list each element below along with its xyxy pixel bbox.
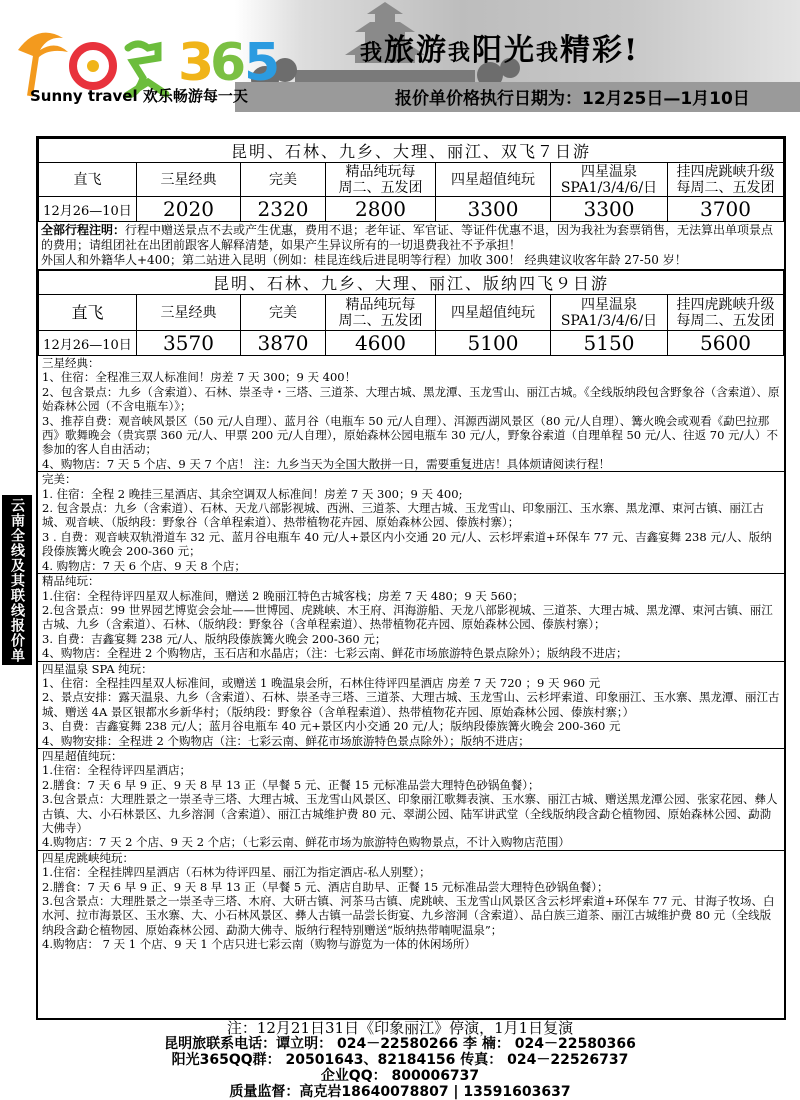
general-notes: 全部行程注明：行程中赠送景点不去或产生优惠，费用不退；老年证、军官证、等证件优惠不退，因为我社为套票销售，无法算出单项景点的费用；请组团社在出团前跟客人解释清楚，如果产生异议所有的一切退费我社不予承担！ 外国人和外籍华人+400；第二站进入昆明（例如：桂昆连线后进昆明等行程）加收 300！ 经典建议收客年龄 27-50 岁！ (38, 222, 784, 270)
section-four-star-spa: 四星温泉 SPA 纯玩： 1、住宿：全程挂四星双人标准间，或赠送 1 晚温泉会所，石林住待评四星酒店 房差 7 天 720 ；9 天 960 元 2、景点安排：露天温泉、九乡（含索道）、石林、崇圣寺三塔、三道茶、大理古城、玉龙雪山、云杉坪索道、印象丽江、玉水寨、黑龙潭、丽江古城、赠送 4A 景区银都水乡新华村；（版纳段：野象谷（含单程索道）、热带植物花卉园、原始森林公园、傣族村寨；） 3、自费：吉鑫宴舞 238 元/人；蓝月谷电瓶车 40 元+景区内小交通 20 元/人；版纳段傣族篝火晚会 200-360 元 4、购物安排：全程进 2 个购物店（注：七彩云南、鲜花市场旅游特色景点除外）；版纳不进店； (38, 662, 784, 749)
section-three-star: 三星经典： 1、住宿：全程准三双人标准间！房差 7 天 300；9 天 400！ 2、包含景点：九乡（含索道）、石林、崇圣寺・三塔、三道茶、大理古城、黑龙潭、玉龙雪山、丽江古城。《全线版纳段包含野象谷（含索道）、原始森林公园（不含电瓶车）》； 3、推荐自费：观音峡风景区（50 元/人自理）、蓝月谷（电瓶车 50 元/人自理）、洱源西湖风景区（80 元/人自理）、篝火晚会或观看《勐巴拉那西》歌舞晚会（贵宾票 360 元/人、甲票 200 元/人自理），原始森林公园电瓶车 30 元/人，野象谷索道（自理单程 50 元/人、往返 70 元/人）不参加的客人自由活动； 4、购物店：7 天 5 个店、9 天 7 个店！ 注：九乡当天为全国大散拼一日，需要重复进店！具体烦请阅读行程！ (38, 356, 784, 472)
tour9-price: 5100 (436, 331, 551, 356)
footer (0, 1020, 800, 1100)
tour9-price: 5150 (551, 331, 668, 356)
svg-text:6: 6 (210, 33, 247, 93)
brand-english: Sunny travel (30, 87, 138, 105)
tour9-col: SPA1/3/4/6/日 (560, 312, 658, 329)
tour9-col: 完美 (269, 304, 297, 321)
tour9-price: 3570 (137, 331, 241, 356)
section-four-star-value: 四星超值纯玩： 1.住宿：全程待评四星酒店； 2.膳食：7 天 6 早 9 正、9 天 8 早 13 正（早餐 5 元、正餐 15 元标准品尝大理特色砂锅鱼餐）； 3.包含景点：大理胜景之一崇圣寺三塔、大理古城、玉龙雪山风景区、印象丽江歌舞表演、玉水寨、丽江古城、赠送黑龙潭公园、张家花园、彝人古镇、大、小石林景区、九乡溶洞（含索道）、丽江古城维护费 80 元、翠湖公园、陆军讲武堂（全线版纳段含勐仑植物园、原始森林公园、勐泐大佛寺） 4.购物店：7 天 2 个店、9 天 2 个店；（七彩云南、鲜花市场为旅游特色购物景点，不计入购物店范围） (38, 749, 784, 851)
tour7-col: SPA1/3/4/6/日 (560, 179, 658, 196)
footer-notice: 注：12月21日31日《印象丽江》停演，1月1日复演 (226, 1019, 574, 1037)
tour7-price: 2320 (241, 197, 326, 222)
tour9-date: 12月26—10日 (39, 331, 137, 356)
tour7-price: 3700 (668, 197, 784, 222)
tour7-col: 精品纯玩每 (345, 163, 416, 180)
tour7-col: 周二、五发团 (338, 179, 423, 196)
tour7-col: 四星温泉 (581, 163, 637, 180)
tour7-price: 3300 (551, 197, 668, 222)
tour9-col: 四星超值纯玩 (451, 304, 535, 321)
foreigner-note: 外国人和外籍华人+400；第二站进入昆明（例如：桂昆连线后进昆明等行程）加收 300！ 经典建议收客年龄 27-50 岁！ (41, 253, 687, 267)
tour7-col: 每周二、五发团 (676, 179, 775, 196)
slogan: 我旅游我阳光我精彩! (360, 33, 640, 68)
tour9-col: 精品纯玩每 (345, 296, 416, 313)
tour7-label: 直飞 (39, 163, 137, 197)
section-tiger-leaping: 四星虎跳峡纯玩： 1.住宿：全程挂牌四星酒店（石林为待评四星、丽江为指定酒店-私人别墅）； 2.膳食：7 天 6 早 9 正、9 天 8 早 13 正（早餐 5 元、酒店自助早、正餐 15 元标准品尝大理特色砂锅鱼餐）； 3.包含景点：大理胜景之一崇圣寺三塔、木府、大研古镇、河茶马古镇、虎跳峡、玉龙雪山风景区含云杉坪索道+环保车 77 元、甘海子牧场、白水河、拉市海景区、玉水寨、大、小石林风景区、彝人古镇一品尝长街宴、九乡溶洞（含索道）、品白族三道茶、丽江古城维护费 80 元（全线版纳段含勐仑植物园、原始森林公园、勐泐大佛寺、版纳行程特别赠送“版纳热带喃呢温泉”； 4.购物店： 7 天 1 个店、9 天 1 个店只进七彩云南（购物与游览为一体的休闲场所） (42, 850, 775, 952)
tour7-price: 2020 (137, 197, 241, 222)
header (0, 0, 800, 135)
tour9-col: 三星经典 (160, 304, 217, 321)
tour9-col: 周二、五发团 (338, 312, 423, 329)
tour9-price: 5600 (668, 331, 784, 356)
section-perfect: 完美： 1. 住宿：全程 2 晚挂三星酒店、其余空调双人标准间！房差 7 天 300；9 天 400; 2. 包含景点：九乡（含索道）、石林、天龙八部影视城、西洲、三道茶、大理古城、玉龙雪山、印象丽江、玉水寨、黑龙潭、束河古镇、丽江古城、观音峡、（版纳段：野象谷（含单程索道）、热带植物花卉园、原始森林公园、傣族村寨）； 3 . 自费：观音峡双轨滑道车 32 元、蓝月谷电瓶车 40 元/人+景区内小交通 20 元/人、云杉坪索道+环保车 77 元、吉鑫宴舞 238 元/人、版纳段傣族篝火晚会 200-360 元； 4. 购物店：7 天 6 个店、9 天 8 个店； (38, 472, 784, 574)
tour7-col: 四星超值纯玩 (451, 171, 535, 188)
tour9-col: 挂四虎跳峡升级 (676, 296, 775, 313)
tour7-title: 昆明、石林、九乡、大理、丽江、双飞７日游 (39, 139, 784, 163)
tour7-price-table (38, 138, 784, 222)
tour9-col: 每周二、五发团 (676, 312, 775, 329)
brand-chinese: 欢乐畅游每一天 (142, 87, 248, 105)
tour7-price: 2800 (326, 197, 436, 222)
sidebar-label: 云南全线及其联线报价单 (2, 495, 32, 665)
price-validity-dates: 报价单价格执行日期为：12月25日—1月10日 (395, 89, 750, 109)
section-premium: 精品纯玩： 1.住宿：全程待评四星双人标准间，赠送 2 晚丽江特色古城客栈；房差 7 天 480；9 天 560； 2.包含景点：99 世界园艺博览会会址——世博园、虎跳峡、木王府、洱海游船、天龙八部影视城、三道茶、大理古城、黑龙潭、束河古镇、丽江古城、九乡（含索道）、石林、（版纳段：野象谷（含单程索道）、热带植物花卉园、原始森林公园、傣族村寨）； 3. 自费：吉鑫宴舞 238 元/人、版纳段傣族篝火晚会 200-360 元； 4、购物店：全程进 2 个购物店，玉石店和水晶店；（注：七彩云南、鲜花市场旅游特色景点除外）；版纳段不进店； (38, 574, 784, 661)
tour7-date: 12月26—10日 (39, 197, 137, 222)
tour9-label: 直飞 (39, 295, 137, 331)
tour7-col: 三星经典 (160, 171, 217, 188)
tour9-title: 昆明、石林、九乡、大理、丽江、版纳四飞９日游 (39, 271, 784, 295)
footer-quality: 质量监督：高克岩18640078807 | 13591603637 (229, 1084, 571, 1100)
price-sheet (36, 136, 786, 1020)
footer-phone: 昆明旅联系电话：谭立明： 024－22580266 李 楠： 024－22580366 (164, 1036, 636, 1052)
svg-text:5: 5 (244, 33, 281, 93)
tour7-col: 挂四虎跳峡升级 (676, 163, 775, 180)
svg-text:3: 3 (178, 33, 215, 93)
tour9-price: 3870 (241, 331, 326, 356)
tour9-price: 4600 (326, 331, 436, 356)
tour7-price: 3300 (436, 197, 551, 222)
footer-enterprise-qq: 企业QQ： 800006737 (320, 1068, 480, 1084)
tour9-price-table (38, 270, 784, 356)
tour7-col: 完美 (269, 171, 297, 188)
brand-tagline (30, 85, 248, 106)
tour9-col: 四星温泉 (581, 296, 637, 313)
footer-qq-group: 阳光365QQ群： 20501643、82184156 传真： 024－22526737 (171, 1052, 629, 1068)
